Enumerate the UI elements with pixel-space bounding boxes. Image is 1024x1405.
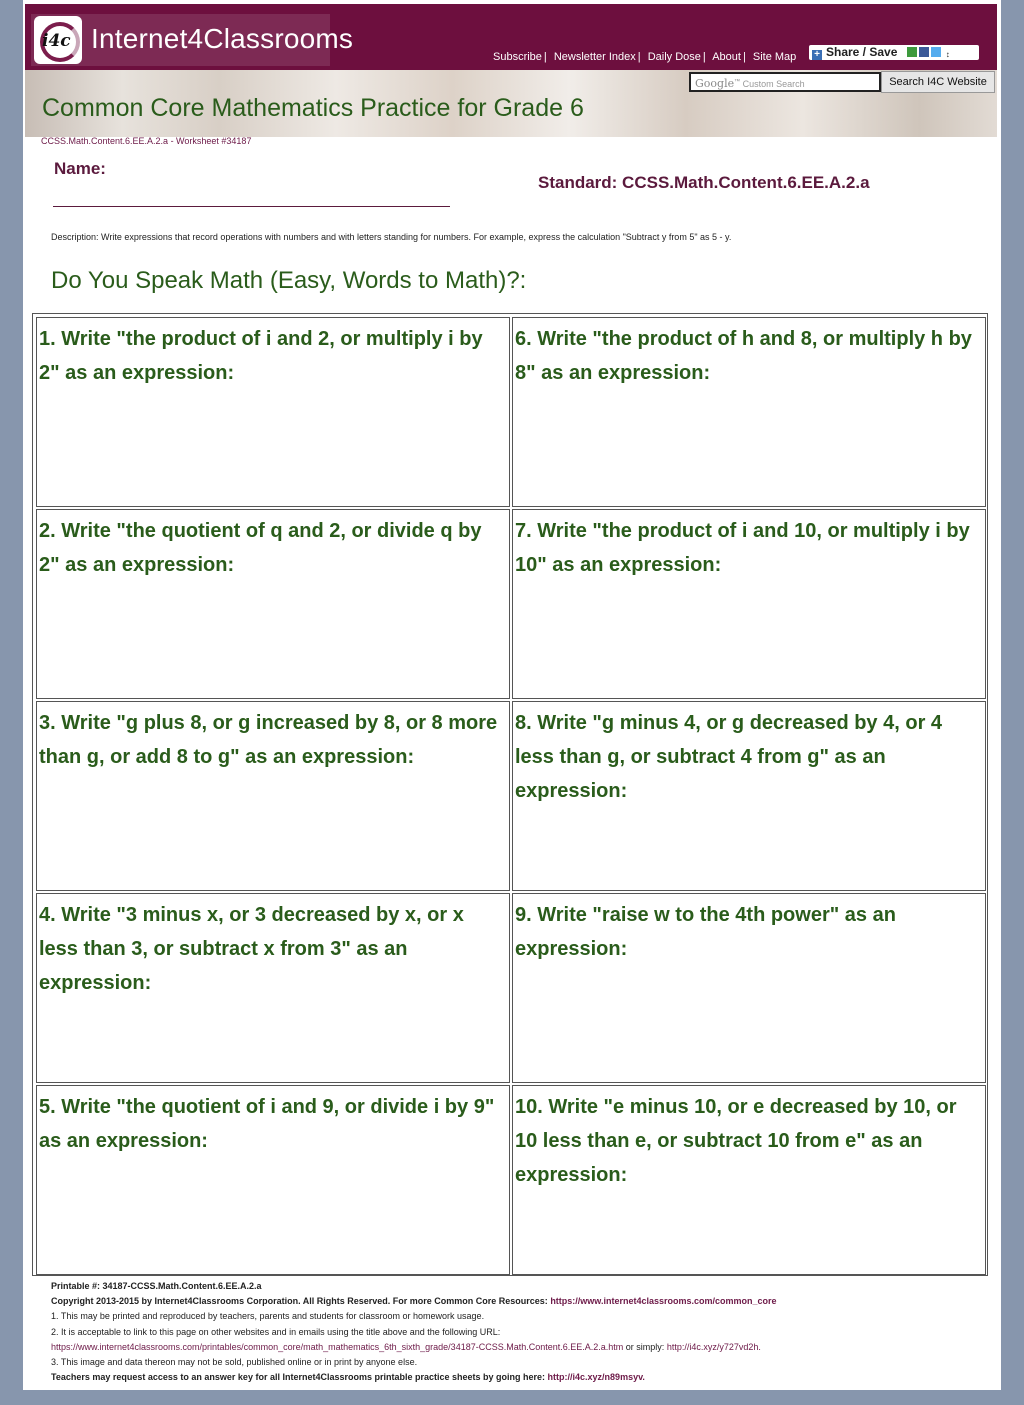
printable-number: Printable #: 34187-CCSS.Math.Content.6.EE.A.2.a: [51, 1281, 262, 1291]
email-share-icon[interactable]: [907, 47, 917, 57]
question-cell: 5. Write "the quotient of i and 9, or divide i by 9" as an expression:: [36, 1085, 510, 1275]
site-header: [25, 4, 997, 70]
common-core-link[interactable]: https://www.internet4classrooms.com/common_core: [550, 1296, 777, 1307]
answer-key-line: Teachers may request access to an answer key for all Internet4Classrooms printable practice sheets by going here: http://i4c.xyz/n89msyv.: [51, 1372, 645, 1383]
page-title: Common Core Mathematics Practice for Grade 6: [42, 94, 584, 122]
name-underline: [53, 206, 450, 207]
dropdown-arrow-icon[interactable]: ↕: [945, 50, 950, 59]
facebook-icon[interactable]: [919, 47, 929, 57]
nav-site-map-link[interactable]: Site Map: [752, 51, 797, 63]
description-text: Description: Write expressions that record operations with numbers and with letters standing for numbers. For example, express the calculation "Subtract y from 5" as 5 - y.: [51, 232, 732, 242]
worksheet-title: Do You Speak Math (Easy, Words to Math)?:: [51, 267, 527, 294]
top-nav: Subscribe | Newsletter Index | Daily Dose | About | Site Map: [493, 51, 797, 63]
answer-key-link[interactable]: http://i4c.xyz/n89msyv.: [547, 1372, 645, 1383]
note-1: 1. This may be printed and reproduced by teachers, parents and students for classroom or homework usage.: [51, 1311, 485, 1322]
worksheet-url-link[interactable]: https://www.internet4classrooms.com/printables/common_core/math_mathematics_6th_sixth_grade/34187-CCSS.Math.Content.6.EE.A.2.a.htm: [51, 1341, 624, 1352]
search-input[interactable]: Google™ Custom Search: [689, 72, 881, 92]
page-footer: [51, 1279, 991, 1385]
search-button[interactable]: Search I4C Website: [881, 71, 995, 93]
question-cell: 8. Write "g minus 4, or g decreased by 4, or 4 less than g, or subtract 4 from g" as an expression:: [512, 701, 986, 891]
short-url-link[interactable]: http://i4c.xyz/y727vd2h.: [666, 1341, 761, 1352]
name-label: Name:: [54, 159, 106, 178]
note-2-urls: https://www.internet4classrooms.com/printables/common_core/math_mathematics_6th_sixth_grade/34187-CCSS.Math.Content.6.EE.A.2.a.htm or simply: http://i4c.xyz/y727vd2h.: [51, 1341, 761, 1352]
page-banner: [25, 70, 997, 137]
plus-icon: +: [812, 50, 822, 60]
note-3: 3. This image and data thereon may not be sold, published online or in print by anyone else.: [51, 1357, 418, 1368]
nav-about-link[interactable]: About: [712, 51, 741, 63]
copyright-line: Copyright 2013-2015 by Internet4Classrooms Corporation. All Rights Reserved. For more Common Core Resources: https://www.internet4classrooms.com/common_core: [51, 1296, 777, 1307]
question-cell: 2. Write "the quotient of q and 2, or divide q by 2" as an expression:: [36, 509, 510, 699]
twitter-icon[interactable]: [931, 47, 941, 57]
nav-newsletter-index-link[interactable]: Newsletter Index: [553, 51, 636, 63]
standard-label: Standard: CCSS.Math.Content.6.EE.A.2.a: [538, 173, 870, 192]
worksheet-page: [23, 0, 1001, 1390]
question-grid: [32, 313, 988, 1276]
question-cell: 6. Write "the product of h and 8, or multiply h by 8" as an expression:: [512, 317, 986, 507]
note-2: 2. It is acceptable to link to this page on other websites and in emails using the title above and the following URL:: [51, 1326, 501, 1337]
breadcrumb[interactable]: CCSS.Math.Content.6.EE.A.2.a - Worksheet #34187: [41, 136, 252, 146]
search-placeholder: Custom Search: [742, 79, 805, 89]
question-cell: 10. Write "e minus 10, or e decreased by 10, or 10 less than e, or subtract 10 from e" as an expression:: [512, 1085, 986, 1275]
share-save-button[interactable]: + Share / Save ↕: [809, 45, 979, 60]
question-cell: 3. Write "g plus 8, or g increased by 8, or 8 more than g, or add 8 to g" as an expression:: [36, 701, 510, 891]
question-cell: 1. Write "the product of i and 2, or multiply i by 2" as an expression:: [36, 317, 510, 507]
google-logo: Google: [695, 77, 735, 90]
question-cell: 7. Write "the product of i and 10, or multiply i by 10" as an expression:: [512, 509, 986, 699]
question-cell: 4. Write "3 minus x, or 3 decreased by x, or x less than 3, or subtract x from 3" as an expression:: [36, 893, 510, 1083]
nav-daily-dose-link[interactable]: Daily Dose: [647, 51, 701, 63]
i4c-logo-icon: i4c: [34, 16, 82, 64]
logo-text: Internet4Classrooms: [91, 23, 354, 54]
question-cell: 9. Write "raise w to the 4th power" as an expression:: [512, 893, 986, 1083]
site-logo[interactable]: [31, 14, 354, 66]
nav-subscribe-link[interactable]: Subscribe: [493, 51, 542, 63]
